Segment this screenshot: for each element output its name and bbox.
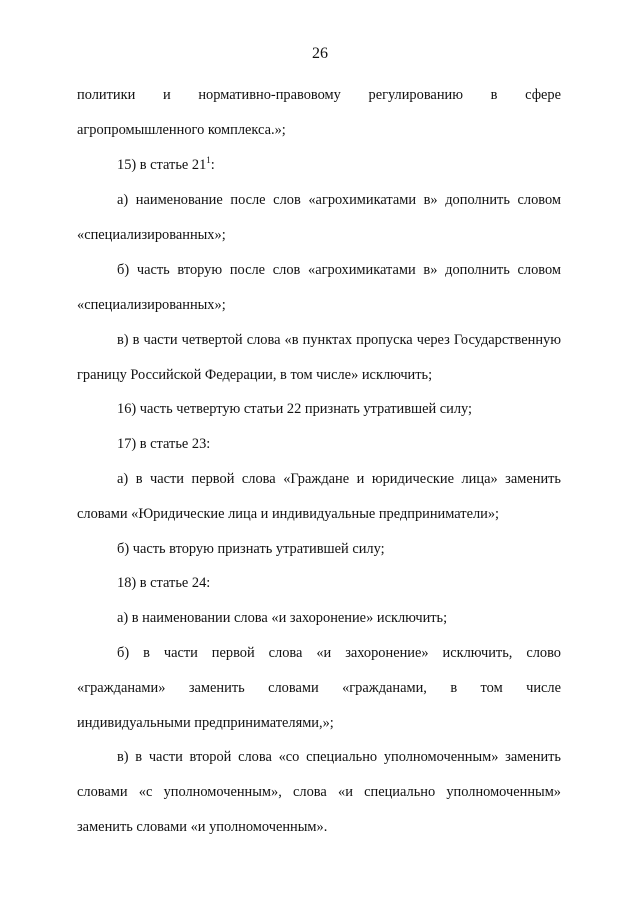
- text-line: индивидуальными предпринимателями,»;: [77, 715, 334, 731]
- text-line: границу Российской Федерации, в том числе» исключить;: [77, 367, 433, 383]
- text-line: а) наименование после слов «агрохимикатами в» дополнить словом: [117, 192, 561, 208]
- text-line: в) в части четвертой слова «в пунктах пропуска через Государственную: [117, 332, 561, 348]
- text-line: заменить словами «и уполномоченным».: [77, 819, 328, 835]
- text-line: 16) часть четвертую статьи 22 признать утратившей силу;: [117, 401, 473, 417]
- item-17-heading: 17) в статье 23:: [117, 436, 211, 452]
- text-line: б) в части первой слова «и захоронение» исключить, слово: [117, 645, 561, 661]
- text-line: б) часть вторую признать утратившей силу;: [117, 541, 385, 557]
- text-fragment: :: [210, 157, 215, 173]
- text-line: «специализированных»;: [77, 227, 226, 243]
- item-18-heading: 18) в статье 24:: [117, 575, 211, 591]
- text-line: агропромышленного комплекса.»;: [77, 122, 286, 138]
- text-line: словами «с уполномоченным», слова «и специально уполномоченным»: [77, 784, 561, 800]
- page-number: 26: [312, 45, 328, 62]
- text-line: «специализированных»;: [77, 297, 226, 313]
- text-line: «гражданами» заменить словами «гражданами, в том числе: [77, 680, 561, 696]
- superscript-number: 1: [206, 155, 211, 165]
- text-line: а) в наименовании слова «и захоронение» исключить;: [117, 610, 448, 626]
- text-line: словами «Юридические лица и индивидуальные предприниматели»;: [77, 506, 500, 522]
- text-line: а) в части первой слова «Граждане и юридические лица» заменить: [117, 471, 561, 487]
- text-line: б) часть вторую после слов «агрохимикатами в» дополнить словом: [117, 262, 561, 278]
- item-15-heading: [117, 155, 561, 175]
- text-line: в) в части второй слова «со специально уполномоченным» заменить: [117, 749, 561, 765]
- text-fragment: 15) в статье 21: [117, 157, 207, 173]
- text-line: политики и нормативно-правовому регулированию в сфере: [77, 87, 561, 103]
